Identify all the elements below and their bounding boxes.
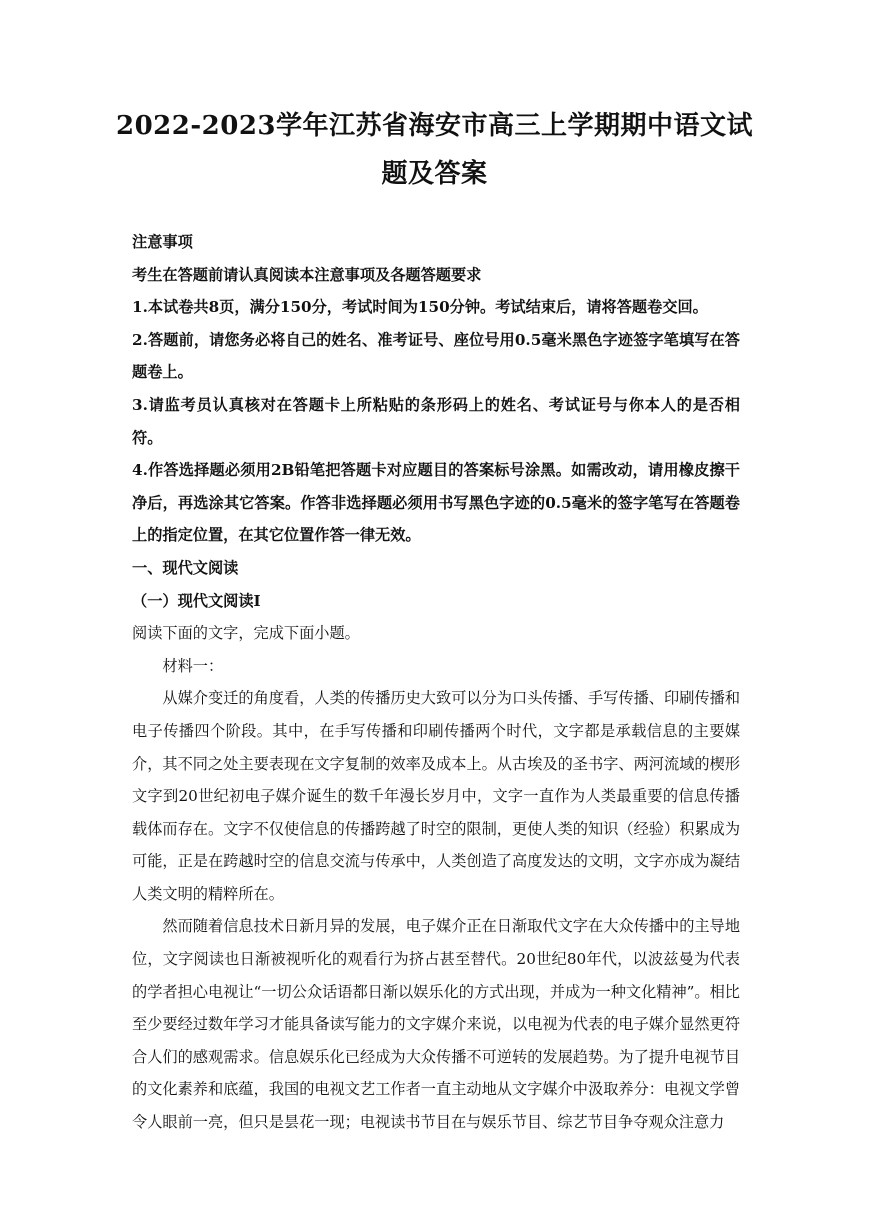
reading-instruction: 阅读下面的文字，完成下面小题。 [132, 624, 360, 643]
subsection-heading: （一）现代文阅读I [132, 591, 261, 610]
material-label: 材料一： [162, 656, 224, 675]
notice-heading: 注意事项 [132, 233, 193, 251]
section-heading: 一、现代文阅读 [132, 558, 239, 577]
document-title: 2022-2023学年江苏省海安市高三上学期期中语文试题及答案 [115, 111, 754, 189]
notice-intro: 考生在答题前请认真阅读本注意事项及各题答题要求 [132, 265, 482, 284]
notice-item-2: 2.答题前，请您务必将自己的姓名、准考证号、座位号用0.5毫米黑色字迹签字笔填写在答题卷上。 [132, 330, 740, 382]
body-paragraph-1: 从媒介变迁的角度看，人类的传播历史大致可以分为口头传播、手写传播、印刷传播和电子传播四个阶段。其中，在手写传播和印刷传播两个时代，文字都是承载信息的主要媒介，其不同之处主要表现在文字复制的效率及成本上。从古埃及的圣书字、两河流域的楔形文字到20世纪初电子媒介诞生的数千年漫长岁月中，文字一直作为人类最重要的信息传播载体而存在。文字不仅使信息的传播跨越了时空的限制，更使人类的知识（经验）积累成为可能，正是在跨越时空的信息交流与传承中，人类创造了高度发达的文明，文字亦成为凝结人类文明的精粹所在。 [132, 689, 740, 903]
body-paragraph-2: 然而随着信息技术日新月异的发展，电子媒介正在日渐取代文字在大众传播中的主导地位，文字阅读也日渐被视听化的观看行为挤占甚至替代。20世纪80年代，以波兹曼为代表的学者担心电视让“一切公众话语都日渐以娱乐化的方式出现，并成为一种文化精神”。相比至少要经过数年学习才能具备读写能力的文字媒介来说，以电视为代表的电子媒介显然更符合人们的感观需求。信息娱乐化已经成为大众传播不可逆转的发展趋势。为了提升电视节目的文化素养和底蕴，我国的电视文艺工作者一直主动地从文字媒介中汲取养分：电视文学曾令人眼前一亮，但只是昙花一现；电视读书节目在与娱乐节目、综艺节目争夺观众注意力 [132, 917, 740, 1132]
notice-item-1: 1.本试卷共8页，满分150分，考试时间为150分钟。考试结束后，请将答题卷交回。 [132, 298, 708, 317]
notice-item-3: 3.请监考员认真核对在答题卡上所粘贴的条形码上的姓名、考试证号与你本人的是否相符。 [132, 395, 740, 447]
document-body [132, 226, 740, 1139]
notice-item-4: 4.作答选择题必须用2B铅笔把答题卡对应题目的答案标号涂黑。如需改动，请用橡皮擦干净后，再选涂其它答案。作答非选择题必须用书写黑色字迹的0.5毫米的签字笔写在答题卷上的指定位置，在其它位置作答一律无效。 [132, 461, 740, 545]
